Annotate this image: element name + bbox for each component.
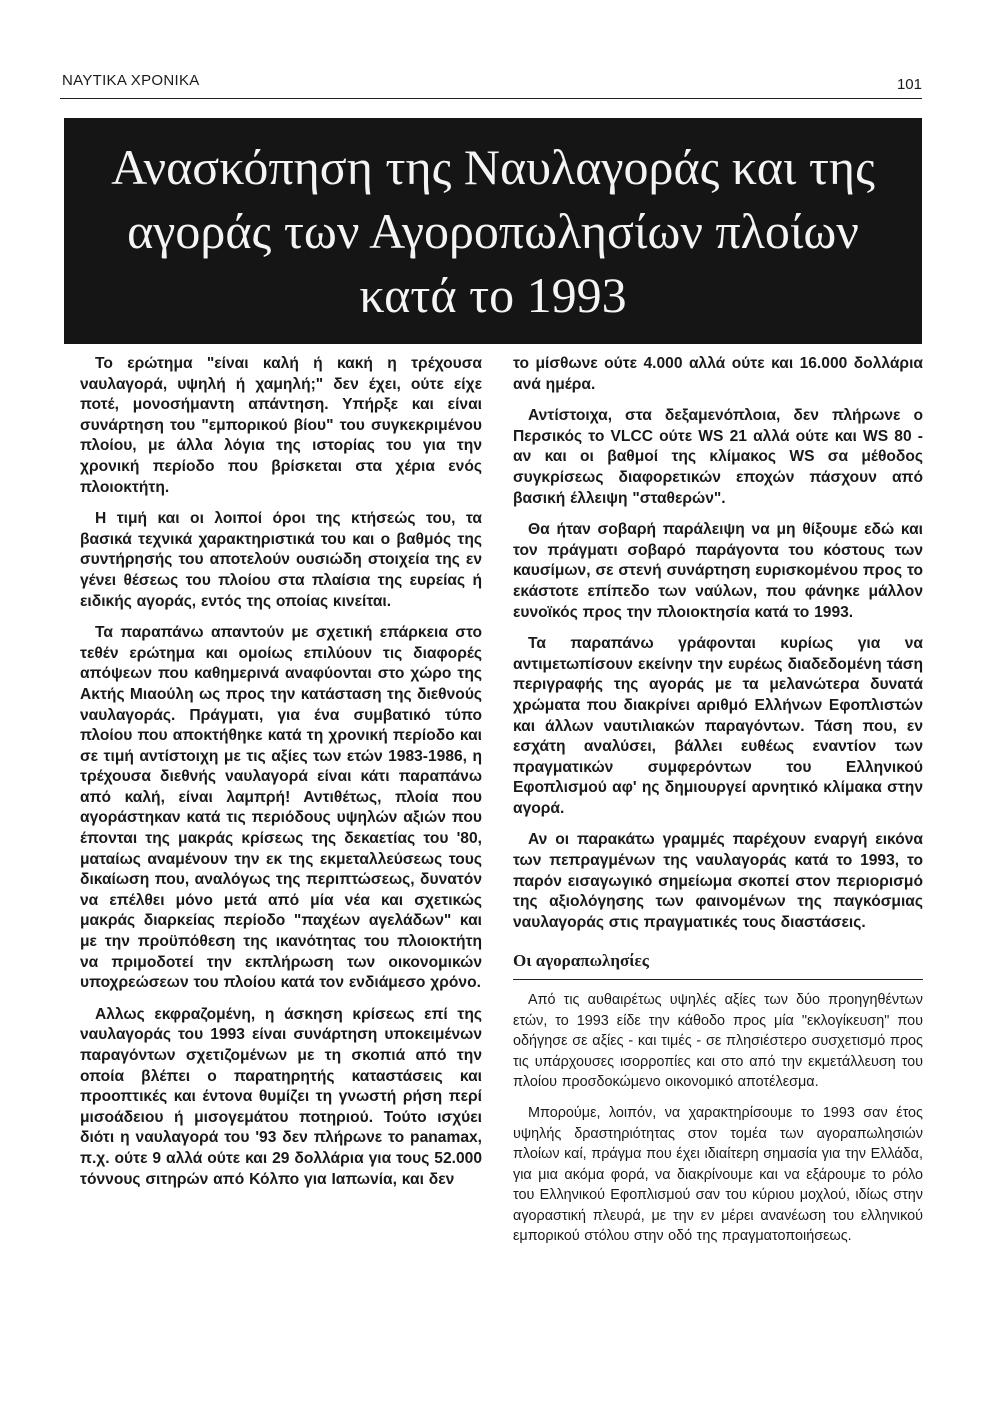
paragraph: Από τις αυθαιρέτως υψηλές αξίες των δύο προηγηθέντων ετών, το 1993 είδε την κάθοδο προς μία "εκλογίκευση" που οδήγησε σε αξίες - και τιμές - σε πλησιέστερο συσχετισμό προς τις υπάρχουσες ισορροπίες και στο από την εκμετάλλευση του πλοίου προσδοκώμενο οικονομικό αποτέλεσμα. [513, 992, 923, 1091]
section-heading: Οι αγοραπωλησίες [513, 951, 923, 980]
paragraph: Το ερώτημα "είναι καλή ή κακή η τρέχουσα ναυλαγορά, υψηλή ή χαμηλή;" δεν έχει, ούτε είχε ποτέ, μονοσήμαντη απάντηση. Υπήρξε και είναι συνάρτηση του "εμπορικού βίου" του συγκεκριμένου πλοίου, με άλλα λόγια της ιστορίας του για την χρονική περίοδο που βρίσκεται στα χέρια ενός πλοιοκτήτη. [80, 355, 482, 496]
paragraph: Αν οι παρακάτω γραμμές παρέχουν εναργή εικόνα των πεπραγμένων της ναυλαγοράς κατά το 1993, το παρόν εισαγωγικό σημείωμα σκοπεί στον περιορισμό της αξιολόγησης των φαινομένων της παγκόσμιας ναυλαγοράς στις πραγματικές τους διαστάσεις. [513, 831, 923, 931]
paragraph: Τα παραπάνω απαντούν με σχετική επάρκεια στο τεθέν ερώτημα και ομοίως επιλύουν τις διαφορές απόψεων που καθημερινά αναφύονται στο χώρο της Ακτής Μιαούλη ως προς την κατάσταση της διεθνούς ναυλαγοράς. Πράγματι, για ένα συμβατικό τύπο πλοίου που αποκτήθηκε κατά τη χρονική περίοδο και σε τιμή αντίστοιχη με τις αξίες των ετών 1983-1986, η τρέχουσα διεθνής ναυλαγορά είναι κάτι παραπάνω από καλή, είναι λαμπρή! Αντιθέτως, πλοία που αγοράστηκαν κατά τις περιόδους υψηλών αξιών που έπονται της μακράς κρίσεως της δεκαετίας του '80, ματαίως αναμένουν την εκ της εκμεταλλεύσεως τους δικαίωση που, αναλόγως της περιπτώσεως, δυνατόν να επέλθει μόνο μετά από μία νέα και σχετικώς μακράς διαρκείας περίοδο "παχέων αγελάδων" και με την προϋπόθεση της ικανότητας του πλοιοκτήτη να πριμοδοτεί την εκπλήρωση των οικονομικών υποχρεώσεων του πλοίου κατά τον ενδιάμεσο χρόνο. [80, 624, 482, 992]
paragraph: Η τιμή και οι λοιποί όροι της κτήσεώς του, τα βασικά τεχνικά χαρακτηριστικά του και ο βαθμός της συντήρησής του αποτελούν ουσιώδη στοιχεία της εν γένει θέσεως του πλοίου στα πλαίσια της ευρείας ή ειδικής αγοράς, εντός της οποίας κινείται. [80, 510, 482, 610]
paragraph: το μίσθωνε ούτε 4.000 αλλά ούτε και 16.000 δολλάρια ανά ημέρα. [513, 355, 923, 393]
journal-name: ΝΑΥΤΙΚΑ ΧΡΟΝΙΚΑ [62, 72, 200, 89]
title-banner [64, 118, 922, 344]
running-header [60, 64, 922, 99]
left-column [80, 354, 482, 1201]
article-title: Ανασκόπηση της Ναυλαγοράς και της αγοράς των Αγοροπωλησίων πλοίων κατά το 1993 [111, 139, 875, 323]
paragraph: Τα παραπάνω γράφονται κυρίως για να αντιμετωπίσουν εκείνην την ευρέως διαδεδομένη τάση περιγραφής της αγοράς με τα μελανώτερα δυνατά χρώματα που διακρίνει αριθμό Ελλήνων Εφοπλιστών και άλλων ναυτιλιακών παραγόντων. Τάση που, εν εσχάτη αναλύσει, βάλλει ευθέως εναντίον των πραγματικών συμφερόντων του Ελληνικού Εφοπλισμού αφ' ης δημιουργεί αρνητικό κλίμακα στην αγορά. [513, 635, 923, 817]
paragraph: Αντίστοιχα, στα δεξαμενόπλοια, δεν πλήρωνε ο Περσικός το VLCC ούτε WS 21 αλλά ούτε και WS 80 - αν και οι βαθμοί της κλίμακος WS σα μέθοδος συγκρίσεως διαφορετικών εποχών πάσχουν από βασική έλλειψη "σταθερών". [513, 407, 923, 507]
paragraph: Αλλως εκφραζομένη, η άσκηση κρίσεως επί της ναυλαγοράς του 1993 είναι συνάρτηση υποκειμένων παραγόντων σχετιζομένων με τη σκοπιά από την οποία βλέπει ο παρατηρητής καταστάσεις και προοπτικές και έντονα θυμίζει τη γνωστή ρήση περί μισοάδειου ή μισογεμάτου ποτηριού. Τούτο ισχύει διότι η ναυλαγορά του '93 δεν πλήρωνε το panamax, π.χ. ούτε 9 αλλά ούτε και 29 δολλάρια για τους 52.000 τόννους σιτηρών από Κόλπο για Ιαπωνία, και δεν [80, 1005, 482, 1188]
paragraph: Μπορούμε, λοιπόν, να χαρακτηρίσουμε το 1993 σαν έτος υψηλής δραστηριότητας στον τομέα των αγοραπωλησιών πλοίων καί, πράγμα που έχει ιδιαίτερη σημασία για την Ελλάδα, για μια ακόμα φορά, να διακρίνουμε και να εξάρουμε το ρόλο του Ελληνικού Εφοπλισμού σαν του κύριου μοχλού, ιδίως στην αγοραστική πλευρά, με την εν μέρει ανανέωση του ελληνικού εμπορικού στόλου στην οδό της πραγματοποιήσεως. [513, 1105, 923, 1244]
page-number: 101 [896, 76, 922, 93]
paragraph: Θα ήταν σοβαρή παράλειψη να μη θίξουμε εδώ και τον πράγματι σοβαρό παράγοντα του κόστους των καυσίμων, σε στενή συνάρτηση ευρισκομένου προς το εκάστοτε επίπεδο των ναύλων, που φάνηκε μάλλον ευνοϊκός προς την πλοιοκτησία κατά το 1993. [513, 521, 923, 621]
right-column [513, 354, 923, 1257]
